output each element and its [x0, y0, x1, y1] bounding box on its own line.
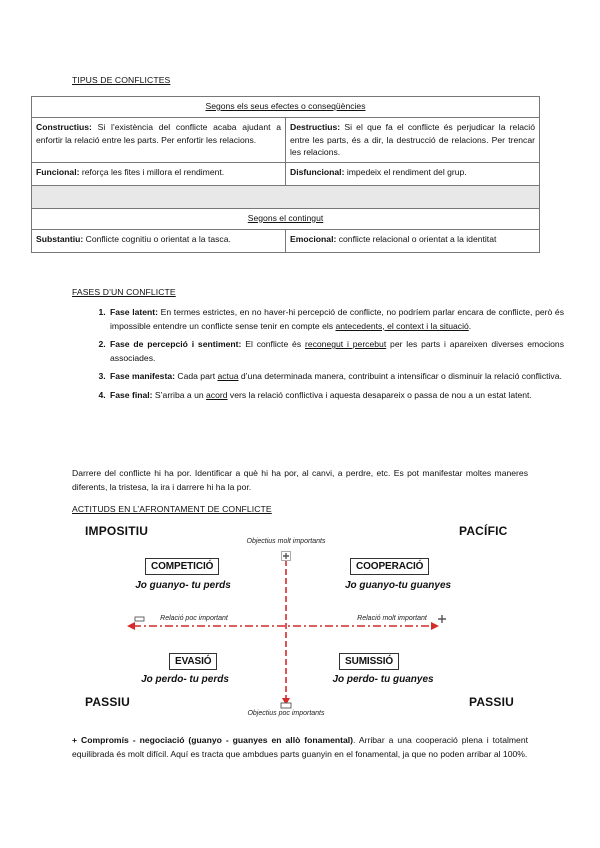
- attitudes-diagram: [75, 516, 535, 722]
- corner-impositiu: IMPOSITIU: [85, 524, 149, 538]
- table-row: [32, 118, 540, 163]
- quadrant-sumissio-result: Jo perdo- tu guanyes: [332, 674, 434, 685]
- table-spacer: [32, 185, 540, 208]
- quadrant-evasio-result: Jo perdo- tu perds: [141, 674, 229, 685]
- table-row: [32, 97, 540, 118]
- axis-label-bottom: Objectius poc importants: [247, 710, 325, 717]
- plus-icon: [281, 551, 291, 561]
- cell-emocional: Emocional: conflicte relacional o orientat a la identitat: [286, 229, 540, 252]
- corner-passiu-left: PASSIU: [85, 695, 130, 709]
- list-item: 2. Fase de percepció i sentiment: El conflicte és reconegut i percebut per les parts i apareixen diverses emocions associades.: [108, 338, 564, 365]
- corner-passiu-right: PASSIU: [469, 695, 514, 709]
- table-row: [32, 208, 540, 229]
- quadrant-competicio-result: Jo guanyo- tu perds: [135, 580, 231, 591]
- table-header-effects: Segons els seus efectes o conseqüències: [32, 97, 540, 118]
- quadrant-competicio-box: COMPETICIÓ: [145, 558, 219, 575]
- axis-label-top: Objectius molt importants: [246, 538, 326, 545]
- cell-substantiu: Substantiu: Conflicte cognitiu o orientat a la tasca.: [32, 229, 286, 252]
- table-row: [32, 229, 540, 252]
- list-item: 1. Fase latent: En termes estrictes, en no haver-hi percepció de conflicte, no podríem parlar encara de conflicte, però és impossible entendre un conflicte sense tenir en compte els antecedents, el context i la situació.: [108, 306, 564, 333]
- cell-disfuncional: Disfuncional: impedeix el rendiment del grup.: [286, 162, 540, 185]
- minus-icon: [281, 703, 291, 708]
- plus-icon: [438, 615, 446, 623]
- axis-label-right: Relació molt important: [357, 615, 427, 622]
- axis-label-left: Relació poc important: [160, 615, 228, 622]
- page-title: TIPUS DE CONFLICTES: [72, 75, 171, 85]
- minus-icon: [135, 617, 144, 621]
- quadrant-cooperacio-box: COOPERACIÓ: [350, 558, 429, 575]
- phases-title: FASES D’UN CONFLICTE: [72, 287, 176, 297]
- corner-pacific: PACÍFIC: [459, 524, 508, 538]
- table-row: [32, 162, 540, 185]
- axes-svg: [75, 516, 535, 722]
- list-item: 4. Fase final: S’arriba a un acord vers la relació conflictiva i aquesta desapareix o passa de nou a un estat latent.: [108, 389, 564, 403]
- list-item: 3. Fase manifesta: Cada part actua d’una determinada manera, contribuint a intensificar o disminuir la relació conflictiva.: [108, 370, 564, 384]
- table-row: [32, 185, 540, 208]
- cell-constructius: Constructius: Si l’existència del conflicte acaba ajudant a enfortir la relació entre les parts. Per enfortir les relacions.: [32, 118, 286, 163]
- left-arrowhead: [127, 622, 135, 630]
- right-arrowhead: [431, 622, 439, 630]
- compromis-paragraph: + Compromís - negociació (guanyo - guanyes en allò fonamental). Arribar a una cooperació plena i totalment equilibrada és molt difícil. Aquí es tracta que ambdues parts guanyin en el fonamental, ja que no poden arribar al 100%.: [72, 735, 529, 759]
- cell-funcional: Funcional: reforça les fites i millora el rendiment.: [32, 162, 286, 185]
- quadrant-cooperacio-result: Jo guanyo-tu guanyes: [344, 580, 452, 591]
- quadrant-evasio-box: EVASIÓ: [169, 653, 217, 670]
- fear-paragraph: Darrere del conflicte hi ha por. Identificar a què hi ha por, al canvi, a perdre, etc. Es pot manifestar moltes maneres diferents, la tristesa, la ira i darrere hi ha la por.: [72, 468, 528, 492]
- table-header-content: Segons el contingut: [32, 208, 540, 229]
- conflict-types-table: [31, 96, 540, 253]
- cell-destructius: Destructius: Si el que fa el conflicte és perjudicar la relació entre les parts, és a dir, la destrucció de relacions. Per trencar les relacions.: [286, 118, 540, 163]
- phases-list: [72, 306, 564, 407]
- attitudes-title: ACTITUDS EN L’AFRONTAMENT DE CONFLICTE: [72, 504, 272, 514]
- quadrant-sumissio-box: SUMISSIÓ: [339, 653, 399, 670]
